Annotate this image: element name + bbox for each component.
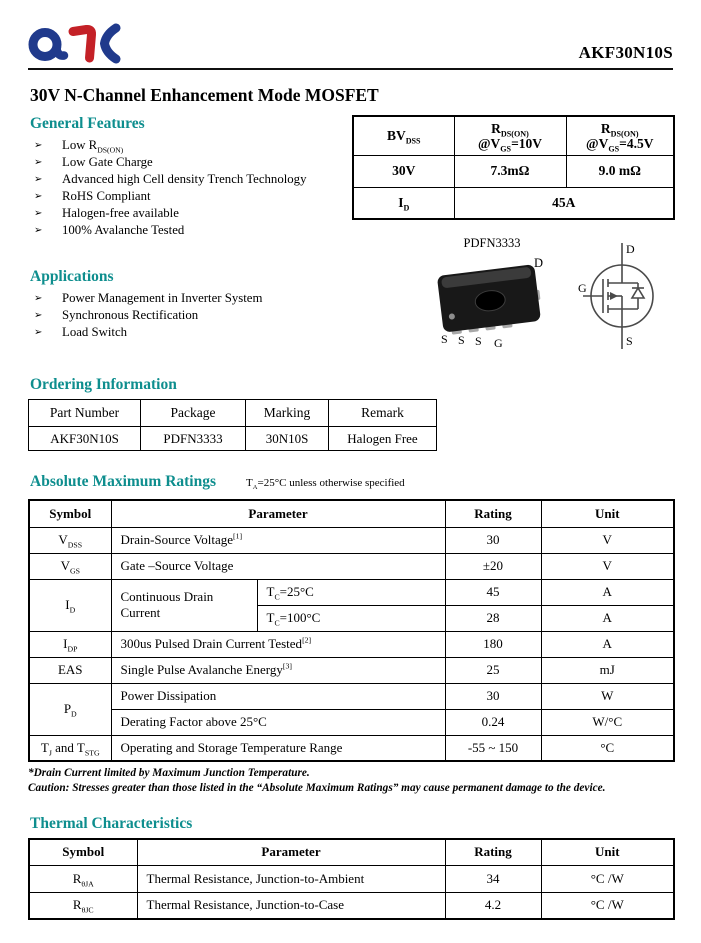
arrow-bullet-icon: ➢ bbox=[34, 173, 43, 185]
application-item bbox=[34, 308, 352, 323]
application-text: Load Switch bbox=[62, 324, 128, 339]
amr-row-vdss bbox=[29, 527, 674, 553]
symbol-cell: $I_{DP}$ bbox=[29, 631, 111, 657]
symbol-cell: $I_D$ bbox=[29, 579, 111, 631]
arrow-bullet-icon: ➢ bbox=[34, 156, 43, 168]
page-title: 30V N-Channel Enhancement Mode MOSFET bbox=[30, 85, 379, 105]
symbol-drain-label: D bbox=[626, 242, 635, 256]
pin-label-s1: S bbox=[441, 332, 448, 346]
parameter-cell: Gate –Source Voltage bbox=[111, 553, 445, 579]
parameter-cell: Continuous Drain Current bbox=[111, 579, 257, 631]
thermal-header-parameter: Parameter bbox=[137, 839, 445, 865]
arrow-bullet-icon: ➢ bbox=[34, 326, 43, 338]
parameter-cell: 300us Pulsed Drain Current Tested[2] bbox=[111, 631, 445, 657]
right-column bbox=[352, 115, 673, 352]
amr-header-rating: Rating bbox=[445, 500, 541, 527]
rating-cell: 30 bbox=[445, 527, 541, 553]
feature-item bbox=[34, 206, 352, 221]
unit-cell: A bbox=[541, 605, 674, 631]
rating-cell: 34 bbox=[445, 865, 541, 892]
rating-cell: 0.24 bbox=[445, 709, 541, 735]
package-name-label: PDFN3333 bbox=[463, 236, 521, 250]
amr-header-parameter: Parameter bbox=[111, 500, 445, 527]
rating-cell: 180 bbox=[445, 631, 541, 657]
unit-cell: mJ bbox=[541, 657, 674, 683]
thermal-header-rating: Rating bbox=[445, 839, 541, 865]
rating-cell: -55 ~ 150 bbox=[445, 735, 541, 761]
thermal-row-rthjc bbox=[29, 892, 674, 919]
thermal-characteristics-table bbox=[28, 838, 675, 920]
symbol-cell: EAS bbox=[29, 657, 111, 683]
general-features-heading: General Features bbox=[30, 115, 145, 132]
arrow-bullet-icon: ➢ bbox=[34, 190, 43, 202]
condition-cell: $T_C=25^\circ C$ bbox=[257, 579, 445, 605]
feature-text: Advanced high Cell density Trench Technology bbox=[62, 171, 307, 186]
ordering-information-heading: Ordering Information bbox=[30, 376, 177, 393]
arrow-bullet-icon: ➢ bbox=[34, 292, 43, 304]
amr-row-idp bbox=[29, 631, 674, 657]
unit-cell: W/°C bbox=[541, 709, 674, 735]
summary-header-rdson-4v5: $R_{DS(ON)}$ $@V_{GS}=4.5V$ bbox=[566, 116, 674, 155]
amr-row-pd-dissipation bbox=[29, 683, 674, 709]
ordering-information-table bbox=[28, 399, 437, 451]
ordering-header-row bbox=[29, 400, 437, 427]
absolute-maximum-ratings-section bbox=[28, 473, 673, 796]
logo-letter-n bbox=[73, 29, 92, 58]
pin-label-s2: S bbox=[458, 333, 465, 347]
symbol-source-label: S bbox=[626, 334, 633, 348]
unit-cell: °C /W bbox=[541, 865, 674, 892]
ordering-header-package: Package bbox=[141, 400, 246, 427]
application-text: Power Management in Inverter System bbox=[62, 290, 263, 305]
amr-row-id-25c bbox=[29, 579, 674, 605]
rating-cell: 4.2 bbox=[445, 892, 541, 919]
ordering-marking: 30N10S bbox=[246, 427, 329, 451]
unit-cell: V bbox=[541, 527, 674, 553]
rdson-4v5-value: 9.0 mΩ bbox=[566, 155, 674, 187]
ordering-package: PDFN3333 bbox=[141, 427, 246, 451]
amr-header-symbol: Symbol bbox=[29, 500, 111, 527]
footnote-drain-current: *Drain Current limited by Maximum Junction Temperature. bbox=[28, 767, 310, 779]
parameter-cell: Operating and Storage Temperature Range bbox=[111, 735, 445, 761]
parameter-cell: Derating Factor above 25°C bbox=[111, 709, 445, 735]
feature-text: Low $R_{DS(ON)}$ bbox=[62, 138, 124, 155]
amr-row-pd-derating bbox=[29, 709, 674, 735]
general-features-section bbox=[28, 115, 352, 238]
mosfet-symbol bbox=[578, 240, 670, 352]
ordering-header-remark: Remark bbox=[329, 400, 437, 427]
symbol-gate-label: G bbox=[578, 281, 587, 295]
thermal-heading: Thermal Characteristics bbox=[30, 815, 193, 832]
feature-item bbox=[34, 172, 352, 187]
feature-text: RoHS Compliant bbox=[62, 188, 151, 203]
unit-cell: A bbox=[541, 579, 674, 605]
left-column bbox=[28, 115, 352, 352]
amr-footnotes bbox=[28, 766, 673, 796]
symbol-cell: $T_J$ and $T_{STG}$ bbox=[29, 735, 111, 761]
unit-cell: W bbox=[541, 683, 674, 709]
thermal-header-row bbox=[29, 839, 674, 865]
arrow-bullet-icon: ➢ bbox=[34, 207, 43, 219]
ordering-part-number: AKF30N10S bbox=[29, 427, 141, 451]
unit-cell: V bbox=[541, 553, 674, 579]
amr-heading: Absolute Maximum Ratings bbox=[30, 473, 217, 490]
feature-item bbox=[34, 138, 352, 153]
unit-cell: A bbox=[541, 631, 674, 657]
absolute-maximum-ratings-table bbox=[28, 499, 675, 762]
thermal-characteristics-section bbox=[28, 815, 673, 920]
feature-text: Halogen-free available bbox=[62, 205, 179, 220]
pin-label-s3: S bbox=[475, 334, 482, 348]
top-columns bbox=[28, 115, 673, 352]
logo-letter-a-tail bbox=[57, 49, 65, 56]
id-value: 45A bbox=[454, 187, 674, 219]
arrow-bullet-icon: ➢ bbox=[34, 309, 43, 321]
package-wrap bbox=[418, 236, 566, 348]
part-number-title: AKF30N10S bbox=[578, 43, 673, 62]
feature-item bbox=[34, 223, 352, 238]
amr-heading-row bbox=[28, 473, 673, 496]
symbol-cell: $R_{\theta JA}$ bbox=[29, 865, 137, 892]
amr-row-tj-tstg bbox=[29, 735, 674, 761]
parameter-cell: Power Dissipation bbox=[111, 683, 445, 709]
application-item bbox=[34, 325, 352, 340]
symbol-cell: $V_{GS}$ bbox=[29, 553, 111, 579]
summary-id-row bbox=[353, 187, 674, 219]
rating-cell: ±20 bbox=[445, 553, 541, 579]
ordering-header-part-number: Part Number bbox=[29, 400, 141, 427]
bvdss-value: 30V bbox=[353, 155, 454, 187]
unit-cell: °C bbox=[541, 735, 674, 761]
summary-header-row bbox=[353, 116, 674, 155]
logo-letter-k bbox=[105, 28, 117, 59]
symbol-cell: $P_D$ bbox=[29, 683, 111, 735]
page-header bbox=[28, 22, 673, 70]
amr-header-unit: Unit bbox=[541, 500, 674, 527]
pin-label-g: G bbox=[494, 336, 503, 348]
rating-cell: 45 bbox=[445, 579, 541, 605]
condition-cell: $T_C=100^\circ C$ bbox=[257, 605, 445, 631]
package-figure bbox=[418, 236, 673, 352]
ordering-header-marking: Marking bbox=[246, 400, 329, 427]
symbol-cell: $R_{\theta JC}$ bbox=[29, 892, 137, 919]
feature-item bbox=[34, 189, 352, 204]
parameter-cell: Thermal Resistance, Junction-to-Ambient bbox=[137, 865, 445, 892]
applications-list bbox=[34, 291, 352, 340]
general-features-list bbox=[34, 138, 352, 238]
rdson-10v-value: 7.3mΩ bbox=[454, 155, 566, 187]
ordering-information-section bbox=[28, 376, 673, 451]
footnote-caution: Caution: Stresses greater than those listed in the “Absolute Maximum Ratings” may cause permanent damage to the device. bbox=[28, 782, 606, 794]
thermal-header-symbol: Symbol bbox=[29, 839, 137, 865]
application-text: Synchronous Rectification bbox=[62, 307, 199, 322]
rating-cell: 28 bbox=[445, 605, 541, 631]
package-drawing bbox=[418, 254, 566, 348]
thermal-header-unit: Unit bbox=[541, 839, 674, 865]
feature-text: 100% Avalanche Tested bbox=[62, 222, 185, 237]
rating-cell: 25 bbox=[445, 657, 541, 683]
parameter-cell: Thermal Resistance, Junction-to-Case bbox=[137, 892, 445, 919]
company-logo bbox=[28, 18, 124, 64]
id-symbol: $I_D$ bbox=[353, 187, 454, 219]
arrow-bullet-icon: ➢ bbox=[34, 224, 43, 236]
applications-section bbox=[28, 268, 352, 340]
application-item bbox=[34, 291, 352, 306]
product-summary-table bbox=[352, 115, 675, 220]
parameter-cell: Single Pulse Avalanche Energy[3] bbox=[111, 657, 445, 683]
summary-header-bvdss: $BV_{DSS}$ bbox=[353, 116, 454, 155]
feature-item bbox=[34, 155, 352, 170]
package-drain-label: D bbox=[534, 256, 544, 270]
summary-values-row bbox=[353, 155, 674, 187]
ordering-remark: Halogen Free bbox=[329, 427, 437, 451]
summary-header-rdson-10v: $R_{DS(ON)}$ $@V_{GS}=10V$ bbox=[454, 116, 566, 155]
feature-text: Low Gate Charge bbox=[62, 154, 153, 169]
amr-row-vgs bbox=[29, 553, 674, 579]
parameter-cell: Drain-Source Voltage[1] bbox=[111, 527, 445, 553]
unit-cell: °C /W bbox=[541, 892, 674, 919]
ordering-data-row bbox=[29, 427, 437, 451]
symbol-cell: $V_{DSS}$ bbox=[29, 527, 111, 553]
amr-row-eas bbox=[29, 657, 674, 683]
thermal-row-rthja bbox=[29, 865, 674, 892]
arrow-bullet-icon: ➢ bbox=[34, 140, 43, 151]
amr-condition-note: $T_A=25^\circ C$ unless otherwise specified bbox=[246, 477, 405, 492]
amr-header-row bbox=[29, 500, 674, 527]
applications-heading: Applications bbox=[30, 267, 114, 285]
rating-cell: 30 bbox=[445, 683, 541, 709]
